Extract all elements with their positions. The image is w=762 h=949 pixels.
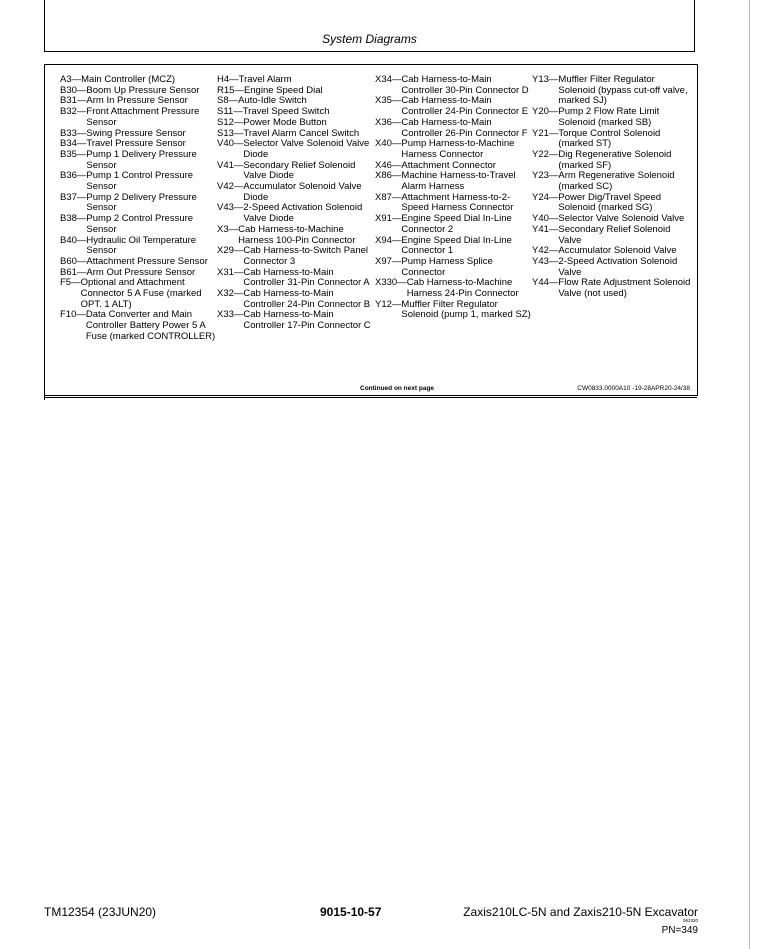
legend-code: V41— — [217, 159, 244, 171]
legend-entry — [60, 193, 220, 214]
legend-description: Pump 1 Control Pressure Sensor — [86, 170, 194, 193]
legend-entry — [375, 257, 535, 278]
legend-description: 2-Speed Activation Solenoid Valve Diode — [243, 202, 363, 225]
legend-entry — [217, 203, 377, 224]
legend-entry — [60, 150, 220, 171]
legend-description: Data Converter and Main Controller Battery Power 5 A Fuse (marked CONTROLLER) — [85, 309, 216, 342]
legend-entry — [532, 171, 692, 192]
legend-description: Auto-Idle Switch — [238, 95, 307, 107]
legend-code: B31— — [60, 95, 87, 107]
legend-entry — [375, 300, 535, 321]
legend-description: Attachment Connector — [401, 159, 496, 171]
legend-code: X40— — [375, 138, 402, 150]
legend-entry — [217, 118, 377, 129]
legend-code: X86— — [375, 170, 402, 182]
legend-description: Machine Harness-to-Travel Alarm Harness — [401, 170, 516, 193]
legend-code: B32— — [60, 106, 87, 118]
legend-code: A3— — [60, 74, 82, 85]
legend-description: Engine Speed Dial In-Line Connector 1 — [401, 234, 512, 257]
legend-code: X29— — [217, 245, 244, 257]
legend-description: Secondary Relief Solenoid Valve — [558, 223, 671, 246]
legend-code: Y22— — [532, 148, 559, 160]
legend-code: X34— — [375, 74, 402, 85]
legend-code: Y44— — [532, 277, 559, 289]
legend-code: S11— — [217, 106, 243, 118]
page-edge — [749, 0, 750, 949]
legend-entry — [375, 236, 535, 257]
legend-code: B30— — [60, 84, 87, 96]
legend-description: Accumulator Solenoid Valve — [558, 245, 677, 257]
legend-code: Y12— — [375, 298, 402, 310]
legend-entry — [532, 75, 692, 107]
legend-code: B35— — [60, 148, 87, 160]
legend-code: B60— — [60, 255, 87, 267]
legend-description: Pump 2 Control Pressure Sensor — [86, 213, 194, 235]
legend-entry — [60, 236, 220, 257]
legend-entry — [375, 75, 535, 96]
legend-entry — [532, 107, 692, 128]
legend-column-4 — [532, 75, 692, 300]
legend-entry — [532, 225, 692, 246]
legend-entry — [375, 118, 535, 139]
legend-code: X3— — [217, 223, 239, 235]
legend-entry — [217, 225, 377, 246]
legend-description: Arm Out Pressure Sensor — [86, 266, 196, 278]
legend-code: B34— — [60, 138, 87, 150]
legend-description: Pump 2 Flow Rate Limit Solenoid (marked SB) — [558, 106, 660, 128]
legend-code: Y20— — [532, 106, 559, 118]
legend-description: Cab Harness-to-Main Controller 30-Pin Connector D — [401, 74, 529, 96]
legend-description: Power Dig/Travel Speed Solenoid (marked SG) — [558, 191, 662, 214]
legend-code: S13— — [217, 127, 244, 139]
legend-corner-tick — [44, 394, 45, 400]
legend-entry — [375, 139, 535, 160]
legend-description: Cab Harness-to-Switch Panel Connector 3 — [243, 245, 369, 267]
legend-code: V40— — [217, 138, 244, 150]
legend-description: Cab Harness-to-Main Controller 24-Pin Connector B — [243, 288, 371, 310]
legend-description: Main Controller (MCZ) — [81, 74, 176, 85]
legend-entry — [217, 139, 377, 160]
legend-description: Dig Regenerative Solenoid (marked SF) — [558, 148, 672, 171]
legend-description: Arm In Pressure Sensor — [86, 95, 188, 107]
legend-code: X36— — [375, 116, 402, 128]
legend-entry — [375, 171, 535, 192]
legend-entry — [60, 310, 220, 342]
legend-code: H4— — [217, 74, 239, 85]
legend-entry — [217, 161, 377, 182]
legend-code: Y23— — [532, 170, 559, 182]
figure-id: CW0833,0000A10 -19-28APR20-24/38 — [577, 385, 690, 392]
legend-entry — [375, 193, 535, 214]
legend-code: Y41— — [532, 223, 559, 235]
legend-code: B61— — [60, 266, 87, 278]
legend-description: Cab Harness-to-Machine Harness 24-Pin Connector — [406, 277, 519, 300]
legend-code: R15— — [217, 84, 244, 96]
continued-note: Continued on next page — [360, 385, 435, 392]
legend-description: Swing Pressure Sensor — [86, 127, 186, 139]
legend-code: X94— — [375, 234, 402, 246]
legend-column-2 — [217, 75, 377, 332]
legend-entry — [60, 278, 220, 310]
legend-description: Secondary Relief Solenoid Valve Diode — [243, 159, 356, 182]
legend-entry — [532, 129, 692, 150]
legend-code: V42— — [217, 181, 244, 193]
legend-description: Travel Alarm — [238, 74, 292, 85]
legend-description: Torque Control Solenoid (marked ST) — [558, 127, 661, 150]
footer-code: 062320 — [682, 918, 698, 923]
footer-doc-id: TM12354 (23JUN20) — [44, 905, 157, 919]
legend-code: B36— — [60, 170, 87, 182]
legend-code: X97— — [375, 255, 402, 267]
legend-entry — [217, 289, 377, 310]
legend-description: Pump 1 Delivery Pressure Sensor — [86, 148, 197, 171]
legend-code: B40— — [60, 234, 87, 246]
legend-code: X330— — [375, 277, 407, 289]
legend-code: S8— — [217, 95, 239, 107]
legend-description: Travel Pressure Sensor — [86, 138, 186, 150]
section-title: System Diagrams — [322, 32, 417, 46]
legend-description: Cab Harness-to-Main Controller 26-Pin Connector F — [401, 116, 528, 139]
legend-description: Muffler Filter Regulator Solenoid (bypass cut-off valve, marked SJ) — [558, 74, 688, 107]
legend-entry — [60, 171, 220, 192]
legend-entry — [375, 214, 535, 235]
legend-code: B38— — [60, 213, 87, 225]
legend-description: Cab Harness-to-Main Controller 31-Pin Connector A — [243, 266, 370, 289]
legend-description: Pump 2 Delivery Pressure Sensor — [86, 191, 197, 214]
legend-code: X91— — [375, 213, 402, 225]
legend-code: V43— — [217, 202, 244, 214]
legend-entry — [217, 182, 377, 203]
legend-column-1 — [60, 75, 220, 343]
legend-underline — [45, 397, 697, 398]
legend-description: Flow Rate Adjustment Solenoid Valve (not used) — [558, 277, 691, 300]
legend-code: X87— — [375, 191, 402, 203]
legend-description: Selector Valve Solenoid Valve Diode — [243, 138, 370, 160]
legend-description: Power Mode Button — [243, 116, 327, 128]
legend-code: F5— — [60, 277, 81, 289]
legend-description: Cab Harness-to-Main Controller 24-Pin Connector E — [401, 95, 529, 118]
legend-box — [44, 64, 698, 396]
legend-code: Y42— — [532, 245, 559, 257]
legend-entry — [375, 278, 535, 299]
legend-code: F10— — [60, 309, 86, 321]
legend-code: B37— — [60, 191, 87, 203]
legend-description: Cab Harness-to-Main Controller 17-Pin Connector C — [243, 309, 371, 332]
legend-description: Selector Valve Solenoid Valve — [558, 213, 685, 225]
legend-code: S12— — [217, 116, 244, 128]
legend-description: Arm Regenerative Solenoid (marked SC) — [558, 170, 675, 193]
legend-description: Hydraulic Oil Temperature Sensor — [86, 234, 197, 257]
legend-code: Y21— — [532, 127, 559, 139]
legend-entry — [217, 246, 377, 267]
legend-description: Engine Speed Dial In-Line Connector 2 — [401, 213, 512, 235]
legend-entry — [532, 278, 692, 299]
legend-description: Optional and Attachment Connector 5 A Fuse (marked OPT. 1 ALT) — [80, 277, 202, 310]
legend-code: Y43— — [532, 255, 559, 267]
legend-description: Travel Alarm Cancel Switch — [243, 127, 360, 139]
footer-page-number: 9015-10-57 — [320, 905, 382, 919]
legend-description: Engine Speed Dial — [243, 84, 323, 96]
legend-description: Muffler Filter Regulator Solenoid (pump 1, marked SZ) — [401, 298, 531, 321]
legend-code: X31— — [217, 266, 244, 278]
legend-entry — [60, 214, 220, 235]
footer-pn: PN=349 — [661, 925, 698, 936]
legend-entry — [60, 107, 220, 128]
legend-entry — [532, 193, 692, 214]
legend-description: Front Attachment Pressure Sensor — [86, 106, 200, 128]
legend-code: Y24— — [532, 191, 559, 203]
legend-description: 2-Speed Activation Solenoid Valve — [558, 255, 678, 278]
legend-description: Travel Speed Switch — [242, 106, 330, 118]
legend-description: Pump Harness-to-Machine Harness Connector — [401, 138, 515, 160]
legend-code: X32— — [217, 288, 244, 300]
legend-entry — [532, 150, 692, 171]
legend-description: Attachment Pressure Sensor — [86, 255, 208, 267]
legend-code: X46— — [375, 159, 402, 171]
legend-entry — [375, 96, 535, 117]
legend-code: B33— — [60, 127, 87, 139]
legend-description: Attachment Harness-to-2-Speed Harness Connector — [401, 191, 514, 214]
legend-column-3 — [375, 75, 535, 321]
section-header — [44, 0, 695, 52]
legend-description: Cab Harness-to-Machine Harness 100-Pin Connector — [238, 223, 356, 246]
legend-code: Y40— — [532, 213, 559, 225]
legend-code: Y13— — [532, 74, 559, 85]
legend-entry — [532, 257, 692, 278]
legend-code: X33— — [217, 309, 244, 321]
legend-description: Pump Harness Splice Connector — [401, 255, 493, 278]
footer-model: Zaxis210LC-5N and Zaxis210-5N Excavator — [463, 905, 698, 919]
legend-entry — [217, 268, 377, 289]
legend-code: X35— — [375, 95, 402, 107]
legend-description: Boom Up Pressure Sensor — [86, 84, 200, 96]
legend-description: Accumulator Solenoid Valve Diode — [243, 181, 362, 203]
legend-entry — [217, 310, 377, 331]
